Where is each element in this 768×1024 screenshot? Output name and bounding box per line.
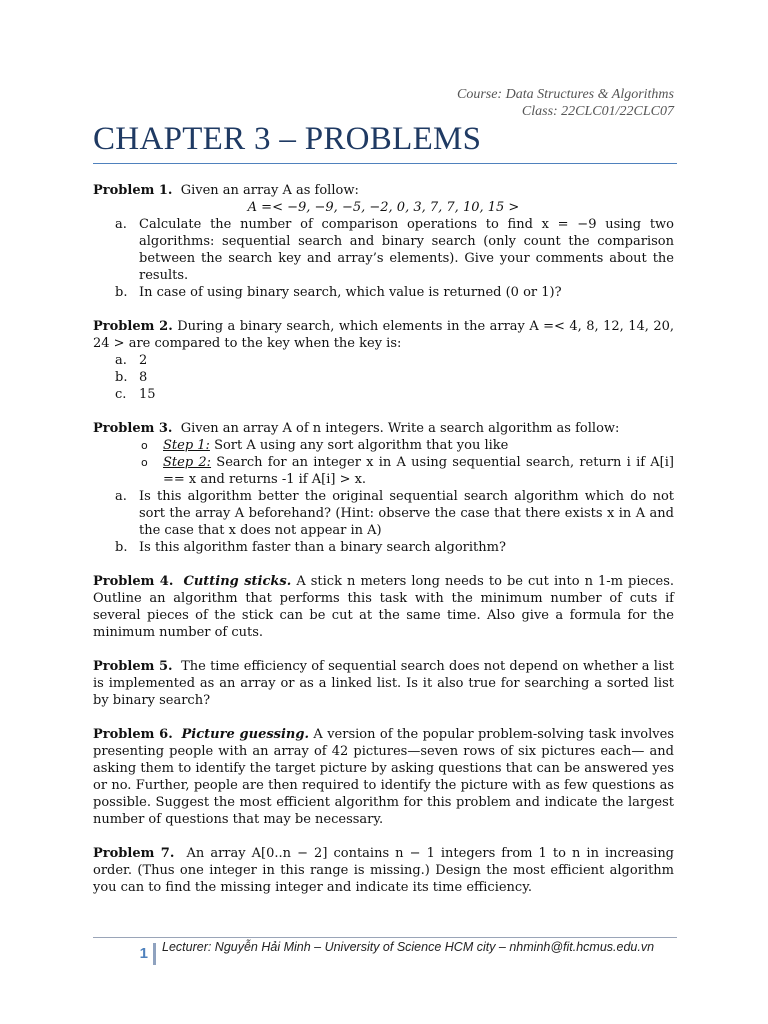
problem-text: A stick n meters long needs to be cut into n 1-m pieces. Outline an algorithm that performs this task with the minimum number of cuts if several pieces of the stick can be cut at the same time. Also give a formula for the minimum number of cuts. (93, 574, 675, 640)
problem-intro: Given an array A of n integers. Write a search algorithm as follow: (180, 421, 620, 436)
algorithm-steps (93, 437, 674, 488)
step-text: Sort A using any sort algorithm that you like (214, 438, 509, 453)
problem-label: Problem 5. (93, 659, 173, 674)
problem-7 (93, 845, 674, 896)
sub-question (93, 216, 674, 284)
item-marker: b. (115, 370, 128, 385)
class-name: Class: 22CLC01/22CLC07 (521, 104, 674, 119)
title-divider (93, 163, 677, 164)
problem-list (93, 182, 674, 913)
problem-name: Picture guessing. (181, 727, 309, 742)
array-formula: A =< −9, −9, −5, −2, 0, 3, 7, 7, 10, 15 > (247, 200, 520, 215)
problem-intro: Given an array A as follow: (180, 183, 359, 198)
item-marker: c. (115, 387, 127, 402)
item-marker: a. (115, 489, 127, 504)
sub-question (93, 352, 674, 369)
algorithm-step (93, 454, 674, 488)
chapter-title: CHAPTER 3 – PROBLEMS (93, 121, 482, 157)
item-marker: b. (115, 285, 128, 300)
problem-label: Problem 6. (93, 727, 173, 742)
step-text: Search for an integer x in A using sequential search, return i if A[i] == x and returns -1 if A[i] > x. (163, 455, 674, 487)
sub-question (93, 539, 674, 556)
item-text: Is this algorithm better the original sequential search algorithm which do not sort the array A beforehand? (Hint: observe the case that there exists x in A and the case that x does not appear in A) (139, 489, 674, 538)
item-text: Is this algorithm faster than a binary search algorithm? (139, 540, 506, 555)
problem-label: Problem 3. (93, 421, 173, 436)
sub-question (93, 369, 674, 386)
item-text: In case of using binary search, which value is returned (0 or 1)? (139, 285, 562, 300)
sub-questions (93, 488, 674, 556)
sub-questions (93, 352, 674, 403)
sub-questions (93, 216, 674, 301)
problem-6 (93, 726, 674, 828)
bullet-marker: o (141, 456, 148, 469)
step-label: Step 2: (163, 455, 212, 470)
sub-question (93, 488, 674, 539)
problem-text: The time efficiency of sequential search does not depend on whether a list is implemented as an array or as a linked list. Is it also true for searching a sorted list by binary search? (93, 659, 675, 708)
item-marker: a. (115, 353, 127, 368)
item-text: 8 (139, 370, 148, 385)
item-text: 15 (139, 387, 156, 402)
item-marker: b. (115, 540, 128, 555)
footer-lecturer: Lecturer: Nguyễn Hải Minh – University of Science HCM city – nhminh@fit.hcmus.edu.vn (162, 940, 655, 954)
problem-1 (93, 182, 674, 301)
algorithm-step (93, 437, 674, 454)
problem-text: A version of the popular problem-solving task involves presenting people with an array of 42 pictures—seven rows of six pictures each— and asking them to identify the target picture by asking questions that can be answered yes or no. Further, people are then required to identify the picture with as few questions as possible. Suggest the most efficient algorithm for this problem and indicate the largest number of questions that may be necessary. (93, 727, 674, 827)
problem-3 (93, 420, 674, 556)
item-marker: a. (115, 217, 127, 232)
item-text: 2 (139, 353, 148, 368)
sub-question (93, 386, 674, 403)
problem-2 (93, 318, 674, 403)
course-header (457, 86, 674, 120)
footer-divider (93, 937, 677, 938)
step-label: Step 1: (163, 438, 210, 453)
problem-name: Cutting sticks. (183, 574, 292, 589)
problem-intro: During a binary search, which elements in the array A =< 4, 8, 12, 14, 20, 24 > are compared to the key when the key is: (93, 319, 674, 351)
problem-label: Problem 7. (93, 846, 175, 861)
problem-label: Problem 1. (93, 183, 173, 198)
problem-4 (93, 573, 674, 641)
bullet-marker: o (141, 439, 148, 452)
problem-label: Problem 2. (93, 319, 173, 334)
course-name: Course: Data Structures & Algorithms (456, 87, 674, 102)
item-text: Calculate the number of comparison operations to find x = −9 using two algorithms: sequential search and binary search (only count the comparison between the search key and array’s elements). Give your comments about the results. (139, 217, 674, 283)
sub-question (93, 284, 674, 301)
problem-text: An array A[0..n − 2] contains n − 1 integers from 1 to n in increasing order. (Thus one integer in this range is missing.) Design the most efficient algorithm you can to find the missing integer and indicate its time efficiency. (93, 846, 675, 895)
problem-label: Problem 4. (93, 574, 174, 589)
page-number: 1 (124, 943, 156, 965)
problem-5 (93, 658, 674, 709)
